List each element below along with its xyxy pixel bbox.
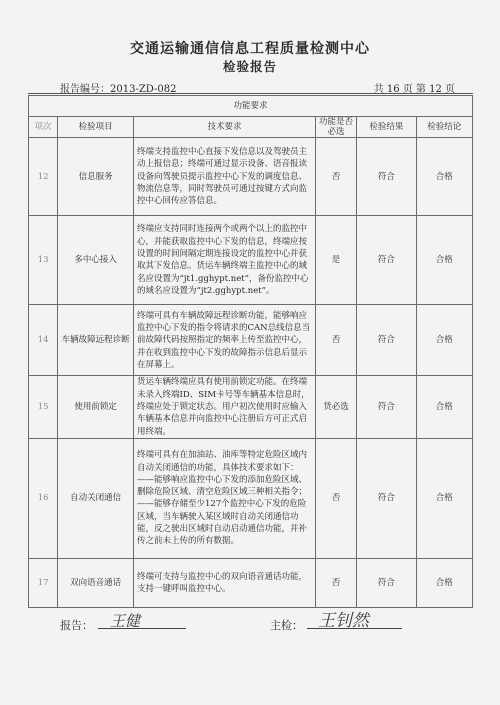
mandatory-flag: 货必选 xyxy=(315,376,356,439)
item-name: 多中心接入 xyxy=(58,216,134,305)
column-header: 技术要求 xyxy=(134,117,316,138)
inspection-result: 符合 xyxy=(357,138,417,216)
technical-requirement: 终端可具有车辆故障远程诊断功能，能够响应监控中心下发的指令将请求的CAN总线信息当前故障代码按照指定的频率上传至监控中心，并在收到监控中心下发的故障指示信息后显示在屏幕上。 xyxy=(134,305,316,376)
column-header: 项次 xyxy=(29,117,58,138)
column-header: 检验结果 xyxy=(357,117,417,138)
table-row xyxy=(29,305,473,376)
item-name: 自动关闭通信 xyxy=(58,438,134,558)
column-header: 功能是否必选 xyxy=(315,117,356,138)
mandatory-flag: 否 xyxy=(315,438,356,558)
mandatory-flag: 否 xyxy=(315,138,356,216)
header-rule xyxy=(28,93,473,94)
report-label: 报告： xyxy=(60,619,93,632)
row-number: 13 xyxy=(29,216,58,305)
inspection-conclusion: 合格 xyxy=(416,438,472,558)
mandatory-flag: 否 xyxy=(315,558,356,607)
inspection-conclusion: 合格 xyxy=(416,216,472,305)
inspection-conclusion: 合格 xyxy=(416,138,472,216)
table-row xyxy=(29,376,473,439)
column-header: 检验项目 xyxy=(58,117,134,138)
item-name: 信息服务 xyxy=(58,138,134,216)
row-number: 17 xyxy=(29,558,58,607)
table-row xyxy=(29,138,473,216)
technical-requirement: 货运车辆终端应具有使用前锁定功能。在终端未录入终端ID、SIM卡号等车辆基本信息时，终端应处于锁定状态。用户初次使用时应输入车辆基本信息并向监控中心注册后方可正式启用终端。 xyxy=(134,376,316,439)
table-header-row xyxy=(29,117,473,138)
row-number: 16 xyxy=(29,438,58,558)
inspection-conclusion: 合格 xyxy=(416,558,472,607)
technical-requirement: 终端可具有在加油站、油库等特定危险区域内自动关闭通信的功能，具体技术要求如下：——能够响应监控中心下发的添加危险区域、删除危险区域、清空危险区域三种相关指令；——能够存储至少127个监控中心下发的危险区域，当车辆驶入某区域时自动关闭通信功能，反之驶出区域时自动启动通信功能，并补传之前未上传的所有数据。 xyxy=(134,438,316,558)
check-label: 主检： xyxy=(270,619,303,632)
item-name: 双向语音通话 xyxy=(58,558,134,607)
table-row xyxy=(29,438,473,558)
inspection-conclusion: 合格 xyxy=(416,376,472,439)
technical-requirement: 终端可支持与监控中心的双向语音通话功能，支持一键呼叫监控中心。 xyxy=(134,558,316,607)
org-title: 交通运输通信信息工程质量检测中心 xyxy=(130,41,370,57)
mandatory-flag: 否 xyxy=(315,305,356,376)
row-number: 14 xyxy=(29,305,58,376)
inspection-conclusion: 合格 xyxy=(416,305,472,376)
inspection-result: 符合 xyxy=(357,376,417,439)
report-number: 报告编号：2013-ZD-082 xyxy=(60,84,177,95)
inspection-result: 符合 xyxy=(357,305,417,376)
row-number: 15 xyxy=(29,376,58,439)
mandatory-flag: 是 xyxy=(315,216,356,305)
inspection-result: 符合 xyxy=(357,216,417,305)
row-number: 12 xyxy=(29,138,58,216)
table-row xyxy=(29,216,473,305)
table-row xyxy=(29,558,473,607)
check-signature: 王钊然 xyxy=(318,611,369,631)
technical-requirement: 终端支持监控中心直接下发信息以及驾驶员主动上报信息；终端可通过显示设备、语音报读设备向驾驶员提示监控中心下发的调度信息、物流信息等，同时驾驶员可通过按键方式向监控中心回传应答信息。 xyxy=(134,138,316,216)
page-indicator: 共 16 页 第 12 页 xyxy=(373,84,455,95)
inspection-table xyxy=(28,95,473,608)
report-signature: 王健 xyxy=(110,612,141,630)
doc-title: 检验报告 xyxy=(222,59,277,74)
inspection-result: 符合 xyxy=(357,558,417,607)
inspection-result: 符合 xyxy=(357,438,417,558)
report-signature-line xyxy=(98,628,186,629)
item-name: 使用前锁定 xyxy=(58,376,134,439)
technical-requirement: 终端应支持同时连接两个或两个以上的监控中心，并能获取监控中心下发的信息，终端应按设置的时间间隔定期连接设定的监控中心并获取其下发信息。货运车辆终端主监控中心的域名应设置为“jt1.gghypt.net”，备份监控中心的域名应设置为“jt2.gghypt.net”。 xyxy=(134,216,316,305)
item-name: 车辆故障远程诊断 xyxy=(58,305,134,376)
column-header: 检验结论 xyxy=(416,117,472,138)
section-title: 功能要求 xyxy=(29,96,473,117)
check-signature-line xyxy=(307,628,402,629)
